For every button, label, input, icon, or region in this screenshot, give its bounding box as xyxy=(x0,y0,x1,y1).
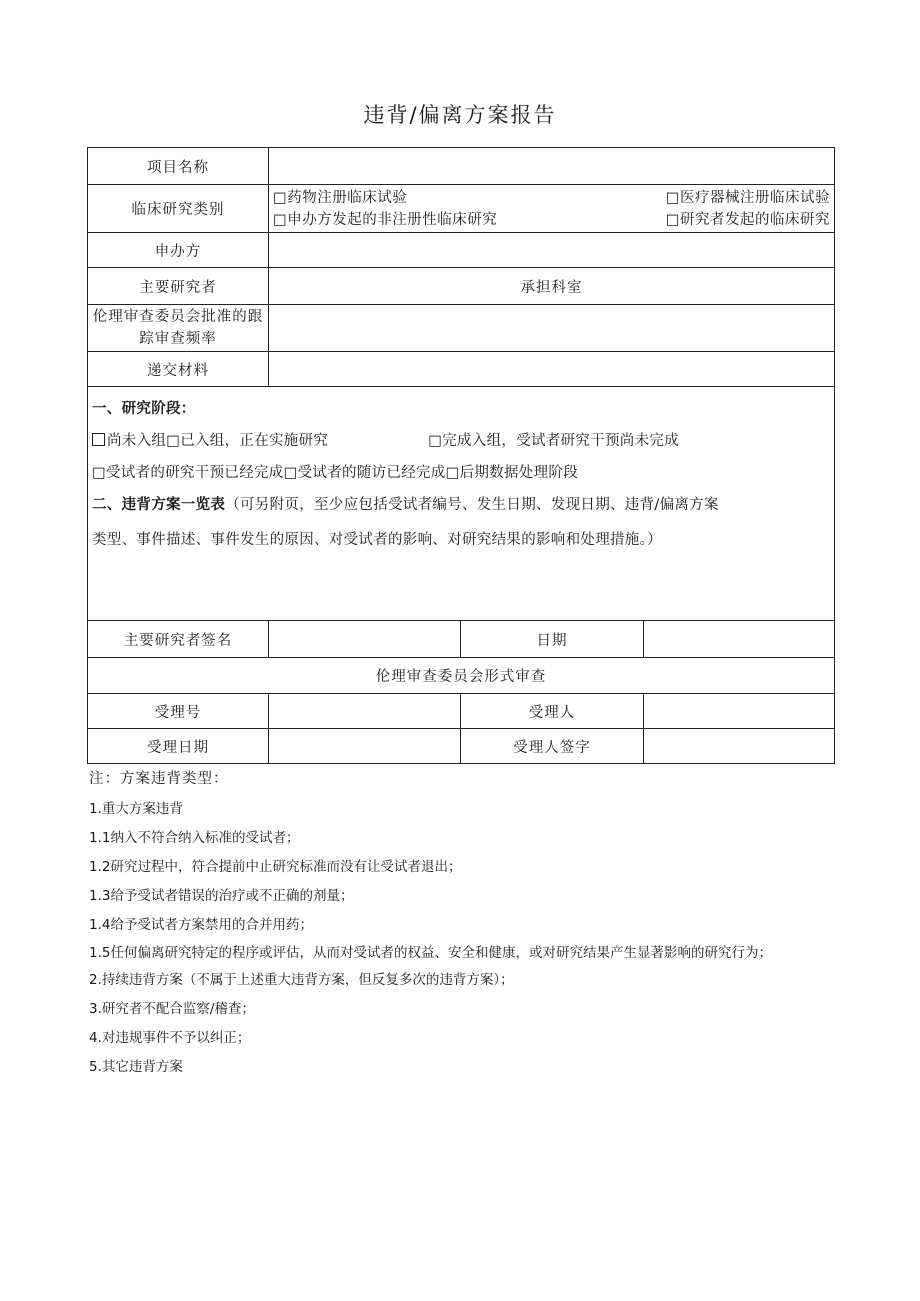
note-item: 4.对违规事件不予以纠正； xyxy=(89,1030,251,1046)
acceptor-sign-field[interactable] xyxy=(644,729,835,764)
deviation-line-1 xyxy=(92,489,830,521)
ethics-review-title: 伦理审查委员会形式审查 xyxy=(88,658,835,694)
ethics-frequency-label: 伦理审查委员会批准的跟踪审查频率 xyxy=(88,305,269,352)
stage-option-not-enrolled[interactable]: 尚未入组□已入组，正在实施研究 xyxy=(107,433,329,449)
stage-line-1 xyxy=(92,425,830,457)
checkbox-icon[interactable] xyxy=(92,433,105,446)
project-name-field[interactable] xyxy=(269,148,835,185)
note-item: 1.3给予受试者错误的治疗或不正确的剂量； xyxy=(89,888,354,904)
note-item: 1.5任何偏离研究特定的程序或评估，从而对受试者的权益、安全和健康，或对研究结果产生显著影响的研究行为； xyxy=(89,945,772,961)
acceptor-sign-label: 受理人签字 xyxy=(461,729,644,764)
deviation-heading: 二、违背方案一览表 xyxy=(92,497,226,513)
note-item: 1.2研究过程中，符合提前中止研究标准而没有让受试者退出； xyxy=(89,859,462,875)
deviation-note-1: （可另附页，至少应包括受试者编号、发生日期、发现日期、违背/偏离方案 xyxy=(225,497,719,513)
notes-section xyxy=(89,766,829,1082)
pi-signature-field[interactable] xyxy=(269,621,461,658)
option-sponsor-nonregistered[interactable]: □申办方发起的非注册性临床研究 xyxy=(273,211,498,228)
option-drug-registration[interactable]: □药物注册临床试验 xyxy=(273,189,408,206)
stage-option-enrollment-complete[interactable]: □完成入组，受试者研究干预尚未完成 xyxy=(428,433,680,449)
sponsor-label: 申办方 xyxy=(88,233,269,268)
note-item: 1.4给予受试者方案禁用的合并用药； xyxy=(89,917,313,933)
category-options xyxy=(269,185,835,233)
accept-no-label: 受理号 xyxy=(88,694,269,729)
materials-label: 递交材料 xyxy=(88,352,269,387)
note-item: 2.持续违背方案（不属于上述重大违背方案，但反复多次的违背方案）； xyxy=(89,972,514,988)
note-item: 1.1纳入不符合纳入标准的受试者； xyxy=(89,830,300,846)
stage-line-2[interactable]: □受试者的研究干预已经完成□受试者的随访已经完成□后期数据处理阶段 xyxy=(92,465,578,481)
acceptor-label: 受理人 xyxy=(461,694,644,729)
department-label: 承担科室 xyxy=(269,268,835,305)
sponsor-field[interactable] xyxy=(269,233,835,268)
report-form xyxy=(87,147,835,764)
deviation-note-2: 类型、事件描述、事件发生的原因、对受试者的影响、对研究结果的影响和处理措施。） xyxy=(92,532,662,548)
note-item: 3.研究者不配合监察/稽查； xyxy=(89,1001,255,1017)
category-label: 临床研究类别 xyxy=(88,185,269,233)
date-label: 日期 xyxy=(461,621,644,658)
accept-date-field[interactable] xyxy=(269,729,461,764)
date-field[interactable] xyxy=(644,621,835,658)
stage-heading: 一、研究阶段： xyxy=(92,401,196,417)
project-name-label: 项目名称 xyxy=(88,148,269,185)
page-title: 违背/偏离方案报告 xyxy=(363,103,557,127)
pi-label: 主要研究者 xyxy=(88,268,269,305)
acceptor-field[interactable] xyxy=(644,694,835,729)
option-investigator-initiated[interactable]: □研究者发起的临床研究 xyxy=(665,211,830,228)
materials-field[interactable] xyxy=(269,352,835,387)
note-item: 5.其它违背方案 xyxy=(89,1059,183,1075)
notes-title: 注：方案违背类型： xyxy=(89,771,229,787)
accept-no-field[interactable] xyxy=(269,694,461,729)
note-item: 1.重大方案违背 xyxy=(89,801,183,817)
pi-signature-label: 主要研究者签名 xyxy=(88,621,269,658)
accept-date-label: 受理日期 xyxy=(88,729,269,764)
stage-and-deviation-section xyxy=(88,387,835,621)
option-device-registration[interactable]: □医疗器械注册临床试验 xyxy=(665,189,830,206)
ethics-frequency-field[interactable] xyxy=(269,305,835,352)
